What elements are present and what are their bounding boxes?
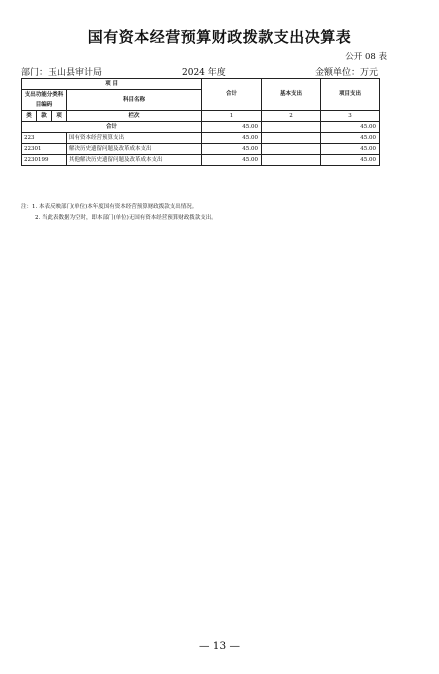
- department-label: 部门：玉山县审计局: [21, 68, 103, 78]
- row-project: 45.00: [321, 155, 380, 166]
- header-item: 项 目: [22, 79, 202, 90]
- page-title: 国有资本经营预算财政拨款支出决算表: [87, 28, 352, 46]
- sum-label: 合计: [22, 122, 202, 133]
- sum-basic: [262, 122, 321, 133]
- header-basic: 基本支出: [262, 79, 321, 111]
- expenditure-table: [21, 78, 380, 166]
- row-name: 其他解决历史遗留问题及改革成本支出: [67, 155, 202, 166]
- col-num-2: 2: [262, 111, 321, 122]
- sum-total: 45.00: [202, 122, 262, 133]
- row-basic: [262, 155, 321, 166]
- row-total: 45.00: [202, 155, 262, 166]
- sum-project: 45.00: [321, 122, 380, 133]
- row-basic: [262, 144, 321, 155]
- notes: [21, 202, 381, 224]
- row-name: 解决历史遗留问题及改革成本支出: [67, 144, 202, 155]
- row-project: 45.00: [321, 133, 380, 144]
- lanci-row: [22, 111, 380, 122]
- header-row-1: [22, 79, 380, 90]
- lanci-label: 栏次: [67, 111, 202, 122]
- form-code: 公开 08 表: [345, 52, 387, 62]
- header-subject-name: 科目名称: [67, 90, 202, 111]
- row-basic: [262, 133, 321, 144]
- meta-row: [21, 65, 378, 77]
- col-num-1: 1: [202, 111, 262, 122]
- sum-row: [22, 122, 380, 133]
- table-row: [22, 155, 380, 166]
- row-code: 223: [22, 133, 67, 144]
- header-lei: 类: [22, 111, 37, 122]
- table-row: [22, 133, 380, 144]
- unit-label: 金额单位：万元: [314, 68, 378, 78]
- note-2: 2. 当此表数据为空时，即本部门(单位)无国有资本经营预算财政拨款支出。: [35, 215, 217, 221]
- header-kuan: 款: [37, 111, 52, 122]
- header-func-code: 支出功能分类科目编码: [22, 90, 67, 111]
- col-num-3: 3: [321, 111, 380, 122]
- page-number: — 13 —: [198, 640, 241, 652]
- year-label: 2024 年度: [182, 68, 226, 78]
- row-total: 45.00: [202, 144, 262, 155]
- header-xiang: 项: [52, 111, 67, 122]
- row-project: 45.00: [321, 144, 380, 155]
- row-name: 国有资本经营预算支出: [67, 133, 202, 144]
- row-total: 45.00: [202, 133, 262, 144]
- row-code: 22301: [22, 144, 67, 155]
- note-1: 注：1. 本表反映部门(单位)本年度国有资本经营预算财政拨款支出情况。: [21, 204, 198, 210]
- table-row: [22, 144, 380, 155]
- header-total: 合计: [202, 79, 262, 111]
- header-project: 项目支出: [321, 79, 380, 111]
- row-code: 2230199: [22, 155, 67, 166]
